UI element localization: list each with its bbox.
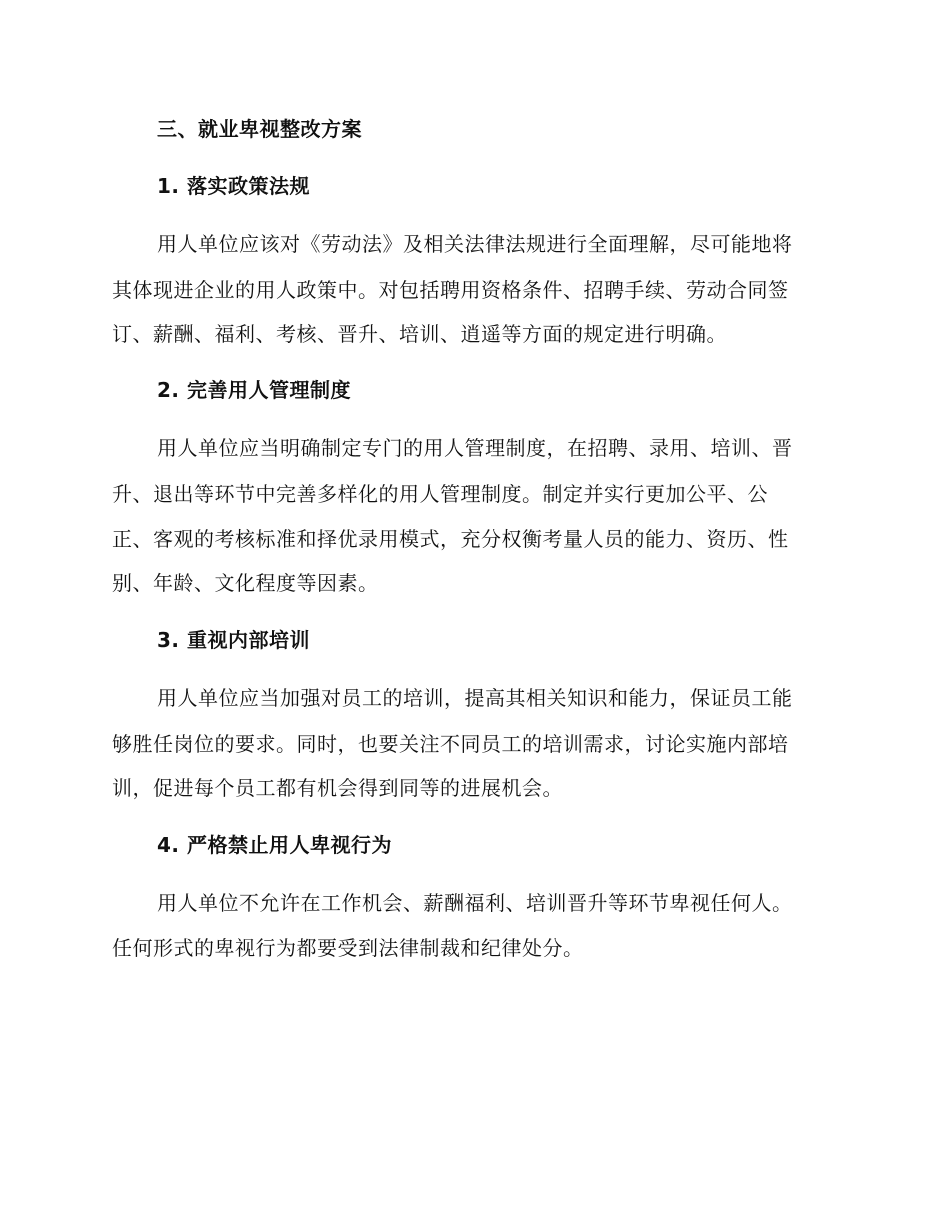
item-2-line-4: 别、年龄、文化程度等因素。: [112, 571, 379, 595]
item-2-line-3: 正、客观的考核标准和择优录用模式，充分权衡考量人员的能力、资历、性: [112, 527, 789, 551]
item-1-line-1: 用人单位应该对《劳动法》及相关法律法规进行全面理解，尽可能地将: [157, 232, 793, 256]
item-3-line-3: 训，促进每个员工都有机会得到同等的进展机会。: [112, 776, 563, 800]
item-1-line-2: 其体现进企业的用人政策中。对包括聘用资格条件、招聘手续、劳动合同签: [112, 278, 789, 302]
item-3-line-1: 用人单位应当加强对员工的培训，提高其相关知识和能力，保证员工能: [157, 686, 793, 710]
section-title: 三、就业卑视整改方案: [157, 117, 362, 141]
item-3-heading: 3. 重视内部培训: [157, 628, 310, 652]
item-4-heading: 4. 严格禁止用人卑视行为: [157, 833, 392, 857]
item-2-heading: 2. 完善用人管理制度: [157, 378, 351, 402]
item-2-line-1: 用人单位应当明确制定专门的用人管理制度，在招聘、录用、培训、晋: [157, 436, 793, 460]
item-4-line-1: 用人单位不允许在工作机会、薪酬福利、培训晋升等环节卑视任何人。: [157, 891, 793, 915]
item-2-line-2: 升、退出等环节中完善多样化的用人管理制度。制定并实行更加公平、公: [112, 482, 768, 506]
item-1-line-3: 订、薪酬、福利、考核、晋升、培训、逍遥等方面的规定进行明确。: [112, 322, 727, 346]
item-1-heading: 1. 落实政策法规: [157, 174, 310, 198]
item-4-line-2: 任何形式的卑视行为都要受到法律制裁和纪律处分。: [112, 936, 584, 960]
item-3-line-2: 够胜任岗位的要求。同时，也要关注不同员工的培训需求，讨论实施内部培: [112, 732, 789, 756]
